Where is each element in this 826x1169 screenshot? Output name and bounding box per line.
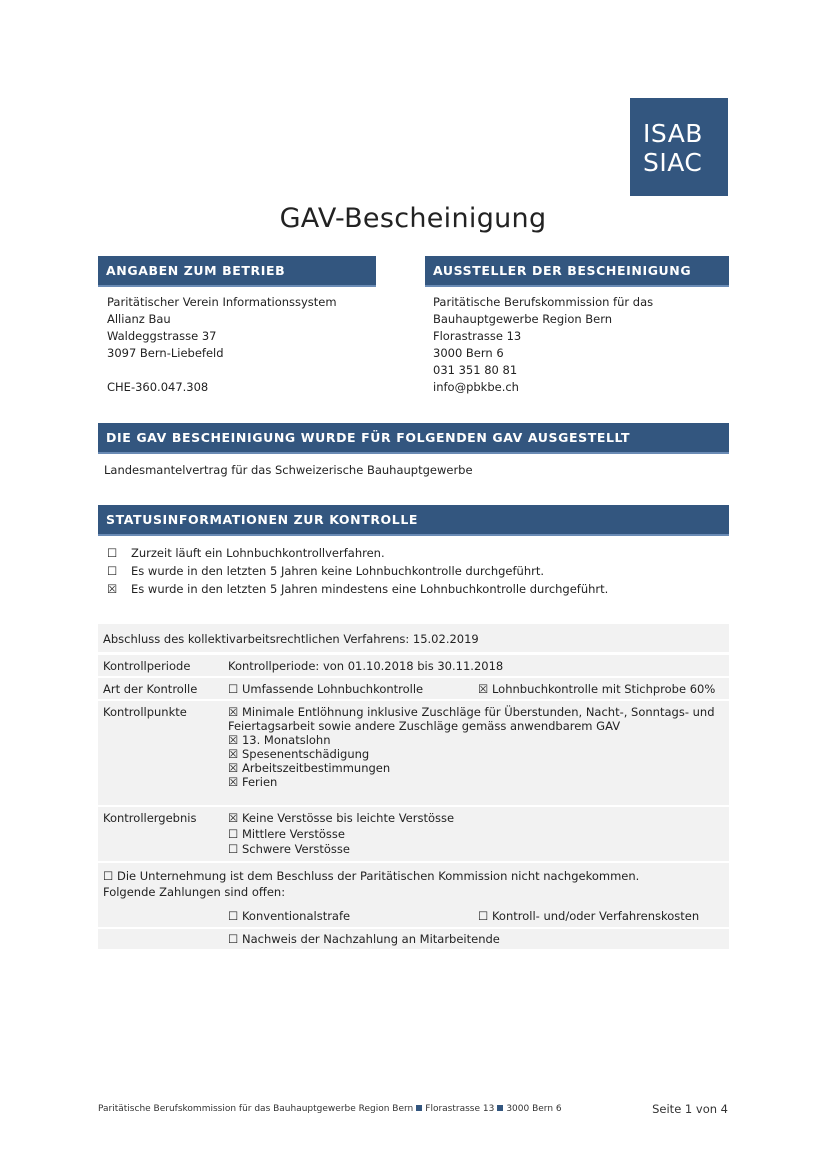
- nachweis-option: ☐ Nachweis der Nachzahlung an Mitarbeitende: [228, 932, 500, 946]
- logo-line-2: SIAC: [643, 148, 703, 177]
- art-label: Art der Kontrolle: [103, 682, 198, 696]
- aussteller-address: [433, 294, 653, 396]
- betrieb-line: Paritätischer Verein Informationssystem: [107, 295, 337, 309]
- gav-text: Landesmantelvertrag für das Schweizerische Bauhauptgewerbe: [104, 463, 473, 477]
- aussteller-heading: AUSSTELLER DER BESCHEINIGUNG: [425, 256, 729, 287]
- betrieb-line: 3097 Bern-Liebefeld: [107, 346, 224, 360]
- konventionalstrafe-option: ☐ Konventionalstrafe: [228, 909, 351, 923]
- logo-line-1: ISAB: [643, 119, 703, 148]
- ergebnis-item: ☐ Schwere Verstösse: [228, 842, 350, 856]
- aussteller-email[interactable]: info@pbkbe.ch: [433, 380, 519, 394]
- periode-value: Kontrollperiode: von 01.10.2018 bis 30.11.2018: [228, 659, 504, 673]
- row-kontrollpunkte: [98, 701, 729, 805]
- aussteller-phone: 031 351 80 81: [433, 363, 518, 377]
- punkt-item: ☒ Arbeitszeitbestimmungen: [228, 761, 391, 775]
- unternehmung-text: ☐ Die Unternehmung ist dem Beschluss der Paritätischen Kommission nicht nachgekommen.: [103, 869, 640, 883]
- art-option-stichprobe: ☒ Lohnbuchkontrolle mit Stichprobe 60%: [478, 682, 716, 696]
- punkte-label: Kontrollpunkte: [103, 705, 187, 719]
- periode-label: Kontrollperiode: [103, 659, 191, 673]
- punkt-item: ☒ Minimale Entlöhnung inklusive Zuschläge für Überstunden, Nacht-, Sonntags- und: [228, 705, 715, 719]
- punkt-item: Feiertagsarbeit sowie andere Zuschläge gemäss anwendbarem GAV: [228, 719, 621, 733]
- aussteller-line: Florastrasse 13: [433, 329, 522, 343]
- ergebnis-list: [228, 811, 454, 858]
- ergebnis-item: ☐ Mittlere Verstösse: [228, 826, 345, 841]
- separator-square-icon: [497, 1105, 503, 1111]
- aussteller-line: Bauhauptgewerbe Region Bern: [433, 312, 613, 326]
- page-number: Seite 1 von 4: [652, 1102, 728, 1116]
- footer-street: Florastrasse 13: [425, 1104, 495, 1114]
- status-text: Es wurde in den letzten 5 Jahren mindestens eine Lohnbuchkontrolle durchgeführt.: [131, 582, 609, 596]
- row-art: [98, 678, 729, 699]
- betrieb-line: Allianz Bau: [107, 312, 171, 326]
- aussteller-line: 3000 Bern 6: [433, 346, 504, 360]
- checkbox-icon: ☐: [107, 546, 118, 560]
- status-item: [107, 562, 544, 580]
- footer-city: 3000 Bern 6: [506, 1104, 562, 1114]
- betrieb-heading: ANGABEN ZUM BETRIEB: [98, 256, 376, 287]
- separator-square-icon: [416, 1105, 422, 1111]
- row-abschluss: [98, 624, 729, 652]
- aussteller-line: Paritätische Berufskommission für das: [433, 295, 654, 309]
- abschluss-text: Abschluss des kollektivarbeitsrechtlichen Verfahrens: 15.02.2019: [103, 632, 479, 646]
- art-option-umfassend: ☐ Umfassende Lohnbuchkontrolle: [228, 682, 424, 696]
- ergebnis-item: ☒ Keine Verstösse bis leichte Verstösse: [228, 811, 455, 825]
- row-kontrollergebnis: [98, 807, 729, 861]
- page-title: GAV-Bescheinigung: [279, 203, 547, 234]
- row-unternehmung: [98, 863, 729, 927]
- punkt-item: ☒ Spesenentschädigung: [228, 747, 370, 761]
- status-text: Es wurde in den letzten 5 Jahren keine Lohnbuchkontrolle durchgeführt.: [131, 564, 545, 578]
- checkbox-icon: ☒: [107, 582, 118, 596]
- gav-heading: DIE GAV BESCHEINIGUNG WURDE FÜR FOLGENDEN GAV AUSGESTELLT: [98, 423, 729, 454]
- checkbox-icon: ☐: [107, 564, 118, 578]
- row-nachweis: [98, 929, 729, 949]
- punkte-list: [228, 705, 715, 789]
- row-kontrollperiode: [98, 655, 729, 676]
- isab-siac-logo: [630, 98, 728, 196]
- punkt-item: ☒ Ferien: [228, 775, 278, 789]
- status-heading: STATUSINFORMATIONEN ZUR KONTROLLE: [98, 505, 729, 536]
- ergebnis-label: Kontrollergebnis: [103, 811, 197, 825]
- status-text: Zurzeit läuft ein Lohnbuchkontrollverfahren.: [131, 546, 385, 560]
- footer-org: Paritätische Berufskommission für das Bauhauptgewerbe Region Bern: [98, 1104, 414, 1114]
- betrieb-uid: CHE-360.047.308: [107, 380, 209, 394]
- punkt-item: ☒ 13. Monatslohn: [228, 733, 331, 747]
- betrieb-address: [107, 294, 337, 396]
- betrieb-line: Waldeggstrasse 37: [107, 329, 217, 343]
- zahlungen-text: Folgende Zahlungen sind offen:: [103, 885, 286, 899]
- status-item: [107, 580, 608, 598]
- kosten-option: ☐ Kontroll- und/oder Verfahrenskosten: [478, 909, 700, 923]
- footer-address: [98, 1104, 562, 1114]
- status-item: [107, 544, 385, 562]
